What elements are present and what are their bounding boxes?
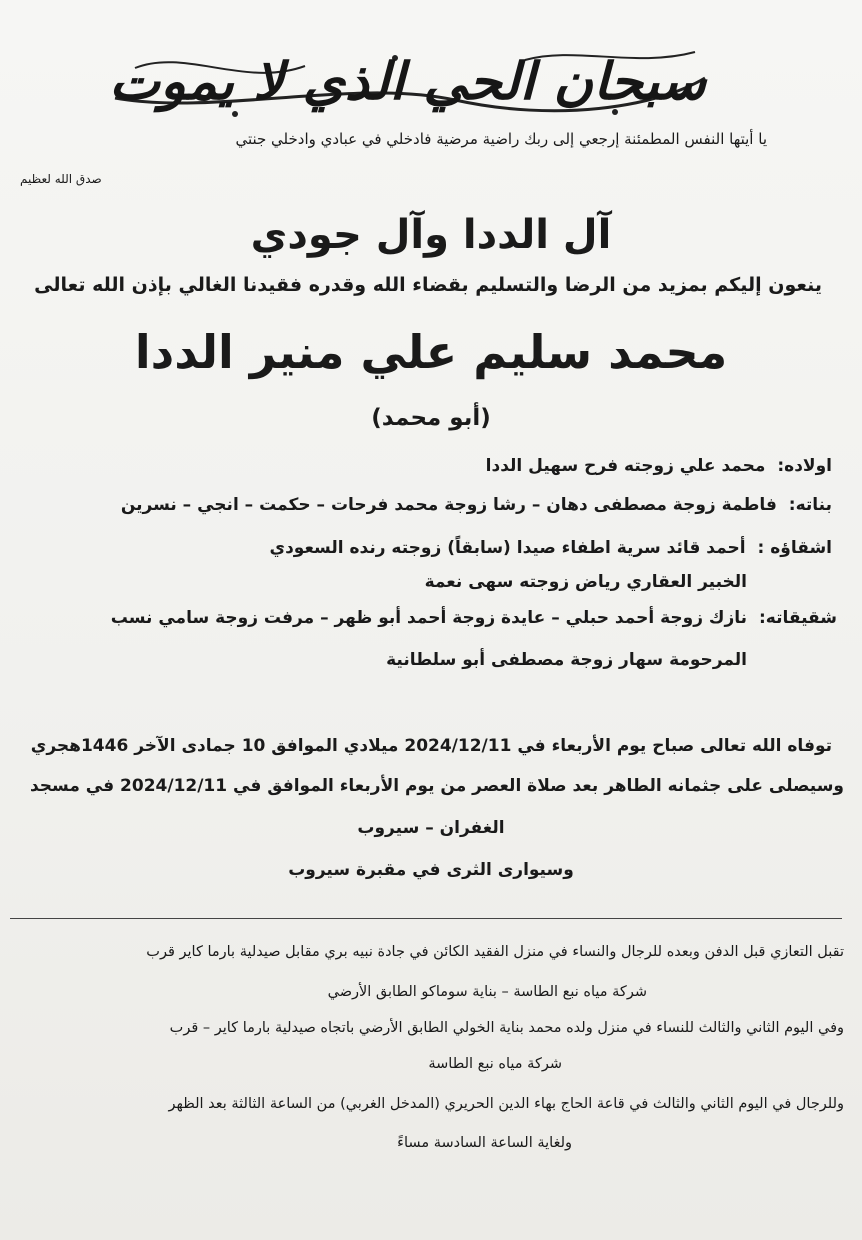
condolences-line-2: شركة مياه نبع الطاسة – بناية سوماكو الطابق الأرضي [327, 984, 647, 1000]
condolences-line-4: شركة مياه نبع الطاسة [428, 1056, 562, 1072]
sisters-value-2: المرحومة سهار زوجة مصطفى أبو سلطانية [386, 650, 747, 670]
condolences-line-6: ولغاية الساعة السادسة مساءً [397, 1135, 572, 1151]
sons-value: محمد علي زوجته فرح سهيل الددا [485, 456, 766, 476]
announcement-text: ينعون إليكم بمزيد من الرضا والتسليم بقضاء الله وقدره فقيدنا الغالي بإذن الله تعالى [34, 274, 822, 296]
deceased-nickname: (أبو محمد) [371, 405, 491, 431]
death-notice-line-4: وسيوارى الثرى في مقبرة سيروب [288, 860, 574, 880]
relatives-brothers [269, 538, 832, 558]
condolences-line-3: وفي اليوم الثاني والثالث للنساء في منزل ولده محمد بناية الخولي الطابق الأرضي باتجاه صيدلية بارما كاير – قرب [169, 1020, 844, 1036]
daughters-label: بناته: [788, 495, 832, 515]
condolences-line-5: وللرجال في اليوم الثاني والثالث في قاعة الحاج بهاء الدين الحريري (المدخل الغربي) من الساعة الثالثة بعد الظهر [168, 1096, 844, 1112]
calligraphy-header [95, 38, 720, 123]
brothers-value-2: الخبير العقاري رياض زوجته سهى نعمة [424, 572, 747, 592]
brothers-value-1: أحمد قائد سرية اطفاء صيدا (سابقاً) زوجته رنده السعودي [269, 538, 746, 558]
daughters-value: فاطمة زوجة مصطفى دهان – رشا زوجة محمد فرحات – حكمت – انجي – نسرين [120, 495, 777, 515]
brothers-label: اشقاؤه : [757, 538, 832, 558]
calligraphy-text: سبحان الحي الذي لا يموت [109, 50, 706, 111]
sisters-label: شقيقاته: [758, 608, 837, 628]
condolences-line-1: تقبل التعازي قبل الدفن وبعده للرجال والنساء في منزل الفقيد الكائن في جادة نبيه بري مقابل صيدلية بارما كاير قرب [146, 944, 844, 960]
family-names: آل الددا وآل جودي [250, 212, 612, 258]
sons-label: اولاده: [777, 456, 832, 476]
quran-verse: يا أيتها النفس المطمئنة إرجعي إلى ربك راضية مرضية فادخلي في عبادي وادخلي جنتي [235, 130, 767, 148]
death-notice-line-2: وسيصلى على جثمانه الطاهر بعد صلاة العصر من يوم الأربعاء الموافق في 2024/12/11 في مسجد [29, 776, 844, 796]
death-notice-line-3: الغفران – سيروب [357, 818, 505, 838]
deceased-name: محمد سليم علي منير الددا [134, 325, 728, 379]
verse-attribution: صدق الله لعظيم [20, 172, 102, 186]
relatives-sons [486, 456, 832, 476]
sisters-value-1: نازك زوجة أحمد حبلي – عايدة زوجة أحمد أبو ظهر – مرفت زوجة سامي نسب [110, 608, 748, 628]
relatives-sisters [111, 608, 837, 628]
death-notice-line-1: توفاه الله تعالى صباح يوم الأربعاء في 2024/12/11 ميلادي الموافق 10 جمادى الآخر 1446هجري [30, 736, 832, 756]
section-divider [10, 918, 842, 919]
relatives-daughters [121, 495, 832, 515]
